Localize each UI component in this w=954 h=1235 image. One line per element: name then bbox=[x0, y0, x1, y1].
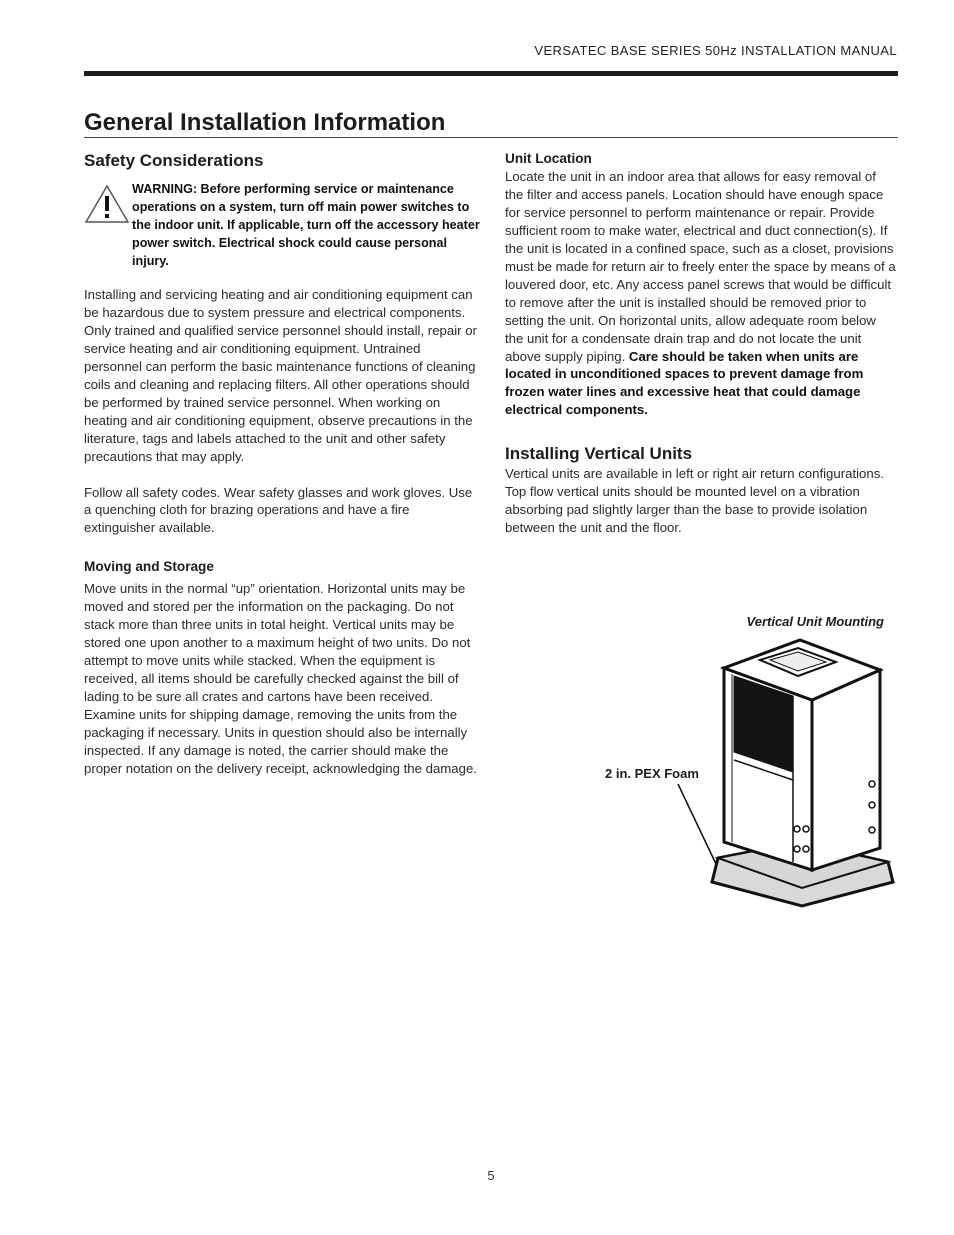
vertical-unit-illustration bbox=[600, 612, 900, 912]
unit-location-body: Locate the unit in an indoor area that allows for easy removal of the filter and access panels. Location should have enough space for service personnel to perform maintenance or repair. Provide sufficient room to make water, electrical and duct connection(s). If the unit is located in a confined space, such as a closet, provisions must be made for return air to freely enter the space by means of a louvered door, etc. Any access panel screws that would be difficult to remove after the unit is installed should be removed prior to setting the unit. On horizontal units, allow adequate room below the unit for a condensate drain trap and do not locate the unit above supply piping. bbox=[505, 169, 896, 364]
safety-paragraph-1: Installing and servicing heating and air conditioning equipment can be hazardous due to system pressure and electrical components. Only trained and qualified service personnel should install, repair or service heating and air conditioning equipment. Untrained personnel can perform the basic maintenance functions of cleaning coils and cleaning and replacing filters. All other operations should be performed by trained service personnel. When working on heating and air conditioning equipment, observe precautions in the literature, tags and labels attached to the unit and other safety precautions that may apply. bbox=[84, 287, 477, 464]
page-number: 5 bbox=[487, 1168, 495, 1183]
vertical-units-heading: Installing Vertical Units bbox=[505, 444, 693, 464]
warning-text: WARNING: Before performing service or maintenance operations on a system, turn off main power switches to the indoor unit. If applicable, turn off the accessory heater power switch. Electrical shock could cause personal injury. bbox=[132, 182, 480, 268]
page-title: General Installation Information bbox=[84, 109, 898, 138]
unit-location-heading: Unit Location bbox=[505, 151, 592, 166]
moving-storage-heading: Moving and Storage bbox=[84, 559, 214, 575]
right-column bbox=[505, 150, 897, 537]
warning-block bbox=[84, 180, 480, 270]
warning-icon bbox=[84, 180, 132, 270]
safety-paragraph-2: Follow all safety codes. Wear safety glasses and work gloves. Use a quenching cloth for brazing operations and have a fire extinguisher available. bbox=[84, 484, 473, 536]
figure-caption: Vertical Unit Mounting bbox=[746, 614, 884, 629]
manual-title: VERSATEC BASE SERIES 50Hz INSTALLATION MANUAL bbox=[534, 43, 897, 58]
unit-location-paragraph bbox=[505, 168, 897, 419]
header-rule bbox=[84, 71, 898, 76]
left-column bbox=[84, 150, 480, 778]
figure-label: 2 in. PEX Foam bbox=[605, 766, 699, 781]
moving-storage-body: Move units in the normal “up” orientation. Horizontal units may be moved and stored per the information on the packaging. Do not stack more than three units in total height. Vertical units may be stored one upon another to a maximum height of two units. Do not attempt to move units while stacked. When the equipment is received, all items should be carefully checked against the bill of lading to be sure all crates and cartons have been received. Examine units for shipping damage, removing the units from the packaging if necessary. Units in question should also be internally inspected. If any damage is noted, the carrier should make the proper notation on the delivery receipt, acknowledging the damage. bbox=[84, 581, 477, 776]
safety-heading: Safety Considerations bbox=[84, 151, 264, 170]
vertical-units-body: Vertical units are available in left or right air return configurations. Top flow vertical units should be mounted level on a vibration absorbing pad slightly larger than the base to provide isolation between the unit and the floor. bbox=[505, 466, 884, 536]
unit-location-caution: Care should be taken when units are located in unconditioned spaces to prevent damage from frozen water lines and excessive heat that could damage electrical components. bbox=[505, 348, 864, 418]
